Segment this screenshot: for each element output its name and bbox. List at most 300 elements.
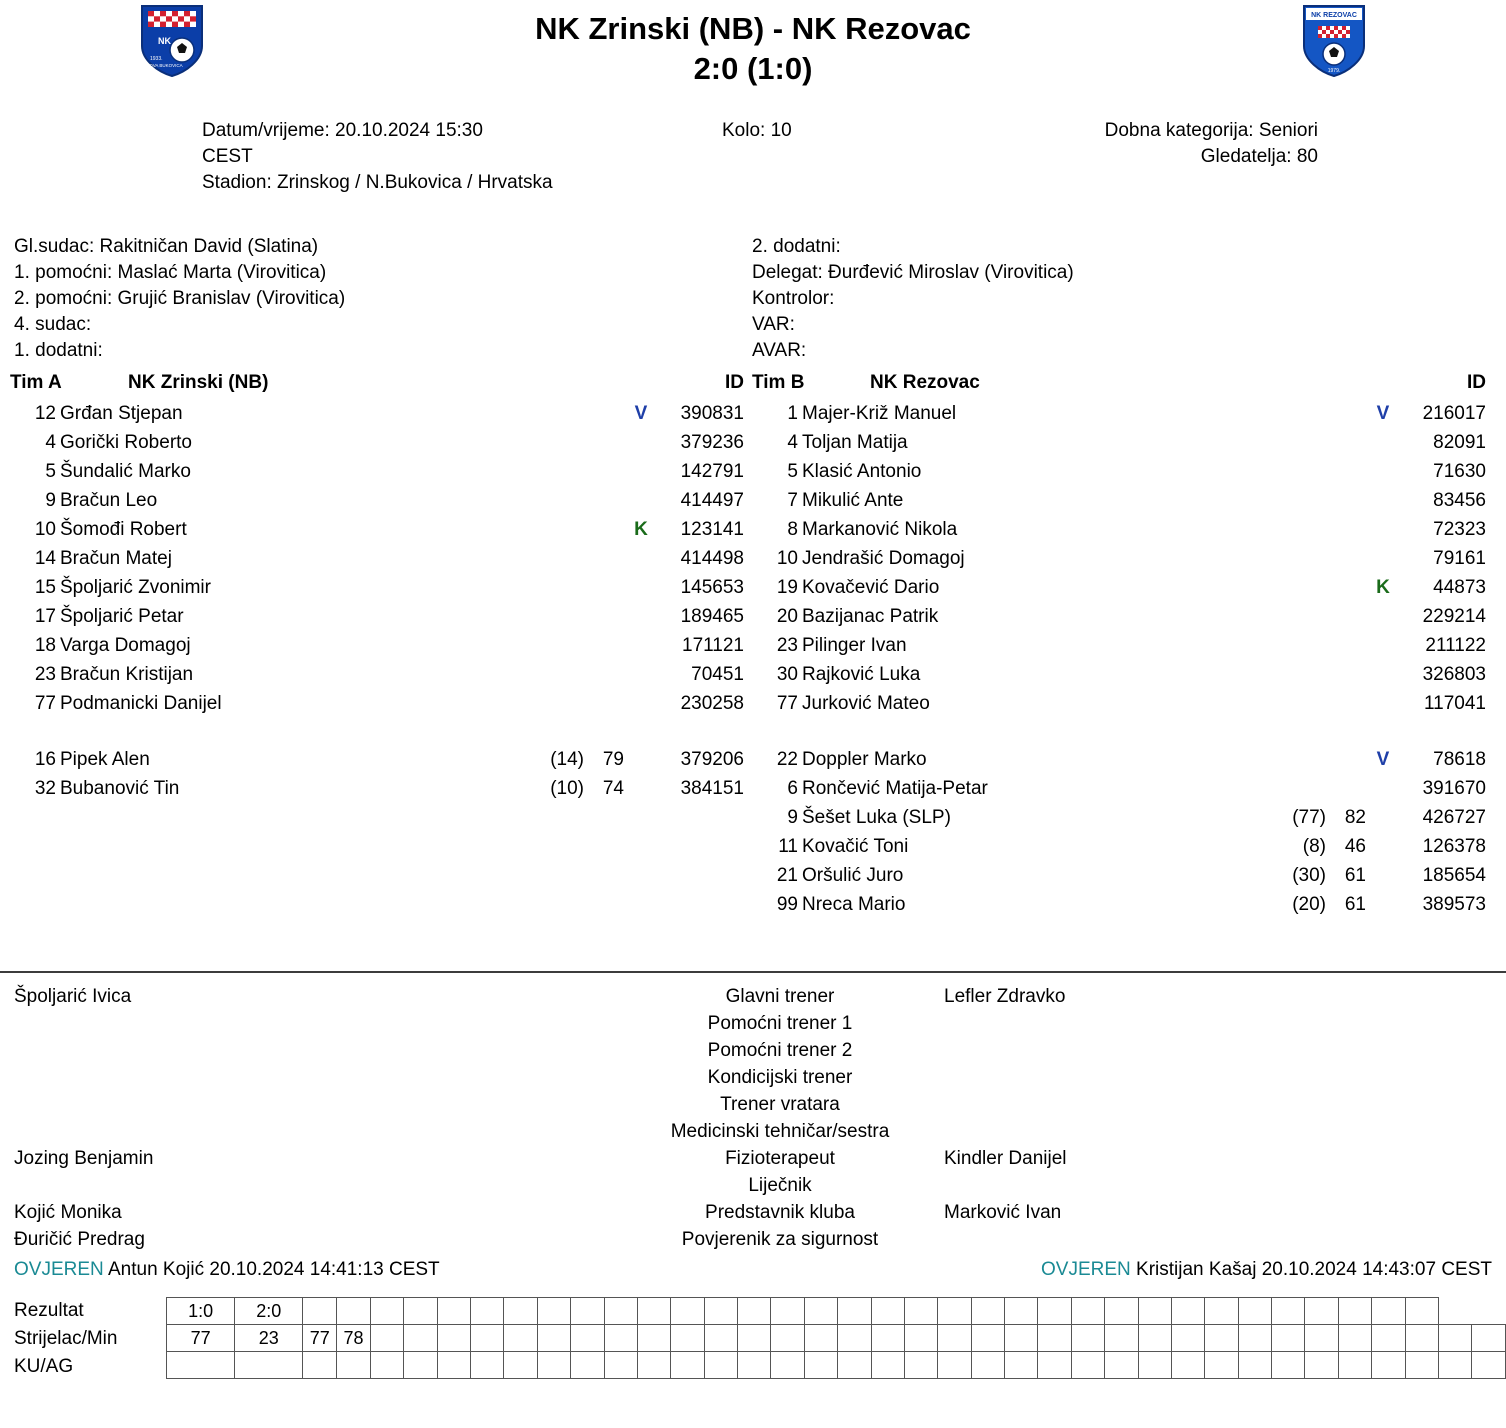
player-id: 379236 bbox=[680, 432, 744, 453]
player-id: 185654 bbox=[1422, 865, 1486, 886]
player-id: 189465 bbox=[680, 606, 744, 627]
player-row bbox=[752, 515, 1486, 544]
player-id: 72323 bbox=[1433, 519, 1486, 540]
scorer-cell bbox=[504, 1325, 537, 1352]
player-row bbox=[10, 573, 744, 602]
player-name: Šundalić Marko bbox=[60, 461, 191, 482]
team-b-substitutes bbox=[752, 745, 1486, 919]
staff-away-name: Lefler Zdravko bbox=[944, 986, 1066, 1007]
result-cell-empty bbox=[1238, 1298, 1271, 1325]
ku-ag-cell bbox=[167, 1352, 235, 1379]
player-id: 79161 bbox=[1433, 548, 1486, 569]
player-sub-minute: 61 bbox=[1344, 894, 1366, 915]
result-row bbox=[167, 1298, 1506, 1325]
staff-role-label: Liječnik bbox=[748, 1175, 812, 1196]
ku-ag-cell bbox=[1405, 1352, 1438, 1379]
ku-ag-cell bbox=[1238, 1352, 1271, 1379]
player-name: Mikulić Ante bbox=[802, 490, 904, 511]
ku-ag-cell bbox=[404, 1352, 437, 1379]
result-cell-empty bbox=[303, 1298, 337, 1325]
player-name: Pipek Alen bbox=[60, 749, 150, 770]
player-id: 414497 bbox=[680, 490, 744, 511]
player-id: 145653 bbox=[680, 577, 744, 598]
player-id: 229214 bbox=[1422, 606, 1486, 627]
player-id: 82091 bbox=[1433, 432, 1486, 453]
referee-fourth: 4. sudac: bbox=[14, 314, 92, 335]
staff-role-label: Fizioterapeut bbox=[725, 1148, 835, 1169]
player-name: Oršulić Juro bbox=[802, 865, 904, 886]
staff-row bbox=[0, 1199, 1506, 1226]
ku-ag-cell bbox=[1005, 1352, 1038, 1379]
staff-role-label: Povjerenik za sigurnost bbox=[681, 1229, 879, 1250]
player-number: 30 bbox=[776, 664, 798, 685]
player-number: 77 bbox=[776, 693, 798, 714]
ku-ag-cell bbox=[337, 1352, 371, 1379]
player-row bbox=[752, 573, 1486, 602]
staff-rows bbox=[0, 983, 1506, 1253]
team-a-starters bbox=[10, 399, 744, 718]
ku-ag-cell bbox=[604, 1352, 637, 1379]
staff-row bbox=[0, 983, 1506, 1010]
ku-ag-cell bbox=[1138, 1352, 1171, 1379]
label-ku-ag: KU/AG bbox=[14, 1356, 74, 1377]
ku-ag-cell bbox=[1171, 1352, 1204, 1379]
svg-text:NK: NK bbox=[158, 36, 171, 46]
player-id: 379206 bbox=[680, 749, 744, 770]
ku-ag-cell bbox=[504, 1352, 537, 1379]
team-a-header bbox=[10, 372, 744, 399]
player-row bbox=[752, 803, 1486, 832]
player-row bbox=[752, 544, 1486, 573]
scorer-cell bbox=[1338, 1325, 1371, 1352]
player-sub-minute: 46 bbox=[1344, 836, 1366, 857]
match-title: NK Zrinski (NB) - NK Rezovac bbox=[535, 11, 971, 46]
match-stadium: Stadion: Zrinskog / N.Bukovica / Hrvatska bbox=[202, 172, 553, 193]
player-name: Pilinger Ivan bbox=[802, 635, 907, 656]
result-cell-empty bbox=[1171, 1298, 1204, 1325]
staff-row bbox=[0, 1037, 1506, 1064]
ku-ag-cell bbox=[537, 1352, 570, 1379]
ku-ag-cell bbox=[871, 1352, 904, 1379]
ku-ag-cell bbox=[671, 1352, 704, 1379]
var-official: VAR: bbox=[752, 314, 795, 335]
team-b-id-header: ID bbox=[1467, 372, 1486, 393]
player-row bbox=[752, 428, 1486, 457]
ku-ag-cell bbox=[704, 1352, 737, 1379]
staff-role-label: Predstavnik kluba bbox=[705, 1202, 855, 1223]
staff-role-label: Medicinski tehničar/sestra bbox=[670, 1121, 890, 1142]
player-name: Špoljarić Zvonimir bbox=[60, 577, 211, 598]
ku-ag-cell bbox=[1071, 1352, 1104, 1379]
ku-ag-cell bbox=[437, 1352, 470, 1379]
scorer-cell bbox=[671, 1325, 704, 1352]
team-b-column bbox=[752, 372, 1486, 919]
result-cell-empty bbox=[637, 1298, 670, 1325]
player-id: 391670 bbox=[1422, 778, 1486, 799]
svg-text:NOVA BUKOVICA: NOVA BUKOVICA bbox=[146, 63, 183, 68]
ku-ag-cell bbox=[1038, 1352, 1071, 1379]
player-role-mark: V bbox=[1376, 749, 1390, 770]
staff-row bbox=[0, 1118, 1506, 1145]
player-id: 171121 bbox=[682, 635, 744, 656]
scorer-cell bbox=[1438, 1325, 1471, 1352]
scorer-cell bbox=[871, 1325, 904, 1352]
player-name: Bubanović Tin bbox=[60, 778, 180, 799]
player-row bbox=[752, 689, 1486, 718]
away-team-crest bbox=[1296, 2, 1372, 78]
team-b-name: NK Rezovac bbox=[870, 372, 980, 393]
staff-home-name bbox=[0, 1037, 664, 1064]
match-round: Kolo: 10 bbox=[722, 120, 792, 141]
player-row bbox=[10, 486, 744, 515]
scorer-cell bbox=[971, 1325, 1004, 1352]
player-row bbox=[752, 602, 1486, 631]
player-number: 17 bbox=[34, 606, 56, 627]
player-id: 70451 bbox=[691, 664, 744, 685]
staff-block bbox=[0, 971, 1506, 1253]
ku-ag-cell bbox=[1338, 1352, 1371, 1379]
staff-away-name bbox=[896, 1118, 1506, 1145]
staff-away-name bbox=[896, 1091, 1506, 1118]
result-cell-empty bbox=[537, 1298, 570, 1325]
scorer-cell bbox=[1472, 1325, 1506, 1352]
label-rezultat: Rezultat bbox=[14, 1300, 84, 1321]
result-cell-empty bbox=[771, 1298, 804, 1325]
scorer-cell bbox=[1071, 1325, 1104, 1352]
staff-row bbox=[0, 1172, 1506, 1199]
player-name: Jurković Mateo bbox=[802, 693, 930, 714]
scorer-cell bbox=[771, 1325, 804, 1352]
result-grid-labels bbox=[14, 1297, 164, 1381]
result-cell-empty bbox=[1305, 1298, 1338, 1325]
player-id: 44873 bbox=[1433, 577, 1486, 598]
staff-home-name: Đuričić Predrag bbox=[14, 1229, 145, 1250]
scorer-cell bbox=[637, 1325, 670, 1352]
player-row bbox=[752, 861, 1486, 890]
player-sub-minute: 79 bbox=[602, 749, 624, 770]
staff-home-name bbox=[0, 1091, 664, 1118]
result-cell-empty bbox=[904, 1298, 937, 1325]
ku-ag-cell bbox=[370, 1352, 403, 1379]
ku-ag-cell bbox=[938, 1352, 971, 1379]
player-number: 16 bbox=[34, 749, 56, 770]
team-b-starters bbox=[752, 399, 1486, 718]
player-role-mark: K bbox=[634, 519, 648, 540]
scorer-cell bbox=[938, 1325, 971, 1352]
result-cell: 1:0 bbox=[167, 1298, 235, 1325]
scorer-cell bbox=[738, 1325, 771, 1352]
staff-row bbox=[0, 1010, 1506, 1037]
player-name: Toljan Matija bbox=[802, 432, 908, 453]
player-row bbox=[752, 399, 1486, 428]
player-id: 71630 bbox=[1433, 461, 1486, 482]
player-row bbox=[752, 486, 1486, 515]
teams-block bbox=[0, 372, 1506, 957]
player-name: Doppler Marko bbox=[802, 749, 927, 770]
result-cell-empty bbox=[604, 1298, 637, 1325]
team-a-label: Tim A bbox=[10, 372, 62, 393]
player-number: 4 bbox=[45, 432, 56, 453]
verification-home-text: Antun Kojić 20.10.2024 14:41:13 CEST bbox=[107, 1259, 440, 1280]
player-row bbox=[10, 399, 744, 428]
scorer-cell bbox=[571, 1325, 604, 1352]
player-name: Gorički Roberto bbox=[60, 432, 192, 453]
ku-ag-cell bbox=[771, 1352, 804, 1379]
team-a-substitutes bbox=[10, 745, 744, 803]
match-score: 2:0 (1:0) bbox=[693, 51, 813, 86]
player-name: Jendrašić Domagoj bbox=[802, 548, 965, 569]
player-number: 5 bbox=[787, 461, 798, 482]
ku-ag-cell bbox=[1372, 1352, 1405, 1379]
label-strijelac: Strijelac/Min bbox=[14, 1328, 118, 1349]
result-cell-empty bbox=[1105, 1298, 1138, 1325]
svg-text:1979.: 1979. bbox=[1327, 68, 1341, 74]
result-cell-empty bbox=[671, 1298, 704, 1325]
player-row bbox=[10, 457, 744, 486]
player-id: 216017 bbox=[1422, 403, 1486, 424]
staff-home-name: Kojić Monika bbox=[14, 1202, 122, 1223]
player-id: 83456 bbox=[1433, 490, 1486, 511]
player-number: 21 bbox=[776, 865, 798, 886]
scorer-cell bbox=[804, 1325, 837, 1352]
scorer-cell: 78 bbox=[337, 1325, 371, 1352]
ku-ag-cell bbox=[804, 1352, 837, 1379]
player-name: Klasić Antonio bbox=[802, 461, 922, 482]
home-team-crest bbox=[134, 2, 210, 78]
player-id: 384151 bbox=[680, 778, 744, 799]
player-number: 6 bbox=[787, 778, 798, 799]
match-datetime: Datum/vrijeme: 20.10.2024 15:30 bbox=[202, 120, 483, 141]
player-id: 230258 bbox=[680, 693, 744, 714]
match-spectators: Gledatelja: 80 bbox=[1200, 146, 1318, 167]
result-cell-empty bbox=[938, 1298, 971, 1325]
ku-ag-cell bbox=[1272, 1352, 1305, 1379]
player-number: 10 bbox=[776, 548, 798, 569]
scorer-cell bbox=[1171, 1325, 1204, 1352]
scorer-cell bbox=[838, 1325, 871, 1352]
result-cell-empty bbox=[871, 1298, 904, 1325]
result-cell-empty bbox=[1038, 1298, 1071, 1325]
ku-ag-cell bbox=[571, 1352, 604, 1379]
player-row bbox=[10, 745, 744, 774]
player-row bbox=[752, 832, 1486, 861]
verification-away-status: OVJEREN bbox=[1041, 1259, 1131, 1280]
result-cell-empty bbox=[804, 1298, 837, 1325]
scorer-cell bbox=[437, 1325, 470, 1352]
officials-block bbox=[0, 234, 1506, 366]
referee-additional-1: 1. dodatni: bbox=[14, 340, 103, 361]
player-role-mark: V bbox=[1376, 403, 1390, 424]
player-number: 12 bbox=[34, 403, 56, 424]
staff-away-name bbox=[896, 1064, 1506, 1091]
referee-additional-2: 2. dodatni: bbox=[752, 236, 841, 257]
scorer-cell bbox=[1305, 1325, 1338, 1352]
result-grid-table bbox=[166, 1297, 1506, 1379]
staff-home-name bbox=[0, 1118, 664, 1145]
player-id: 126378 bbox=[1422, 836, 1486, 857]
result-grid-block bbox=[0, 1297, 1506, 1379]
player-id: 326803 bbox=[1422, 664, 1486, 685]
player-name: Nreca Mario bbox=[802, 894, 906, 915]
result-cell-empty bbox=[1338, 1298, 1371, 1325]
team-b-header bbox=[752, 372, 1486, 399]
player-row bbox=[10, 515, 744, 544]
scorer-cell bbox=[537, 1325, 570, 1352]
player-sub-minute: 74 bbox=[602, 778, 624, 799]
player-id: 414498 bbox=[680, 548, 744, 569]
player-id: 123141 bbox=[680, 519, 744, 540]
scorer-cell: 77 bbox=[167, 1325, 235, 1352]
player-number: 11 bbox=[778, 836, 798, 857]
result-cell-empty bbox=[404, 1298, 437, 1325]
ku-ag-cell bbox=[738, 1352, 771, 1379]
player-number: 99 bbox=[776, 894, 798, 915]
staff-away-name bbox=[896, 1037, 1506, 1064]
ku-ag-cell bbox=[471, 1352, 504, 1379]
staff-home-name: Špoljarić Ivica bbox=[14, 986, 132, 1007]
player-number: 10 bbox=[34, 519, 56, 540]
report-header bbox=[0, 0, 1506, 100]
scorer-cell: 77 bbox=[303, 1325, 337, 1352]
officials-right-column bbox=[752, 234, 1074, 364]
player-number: 14 bbox=[34, 548, 56, 569]
player-id: 426727 bbox=[1422, 807, 1486, 828]
scorer-cell bbox=[904, 1325, 937, 1352]
player-number: 19 bbox=[776, 577, 798, 598]
ku-ag-cell bbox=[303, 1352, 337, 1379]
result-cell-empty bbox=[337, 1298, 371, 1325]
player-name: Bračun Leo bbox=[60, 490, 158, 511]
player-number: 32 bbox=[34, 778, 56, 799]
staff-row bbox=[0, 1145, 1506, 1172]
player-id: 78618 bbox=[1433, 749, 1486, 770]
scorer-cell bbox=[1272, 1325, 1305, 1352]
verification-home-status: OVJEREN bbox=[14, 1259, 104, 1280]
player-name: Rončević Matija-Petar bbox=[802, 778, 988, 799]
result-cell-empty bbox=[1372, 1298, 1405, 1325]
player-row bbox=[752, 457, 1486, 486]
player-number: 15 bbox=[34, 577, 56, 598]
player-role-mark: V bbox=[634, 403, 648, 424]
staff-row bbox=[0, 1064, 1506, 1091]
staff-away-name: Marković Ivan bbox=[944, 1202, 1062, 1223]
staff-away-name bbox=[896, 1226, 1506, 1253]
scorer-cell bbox=[471, 1325, 504, 1352]
result-cell-empty bbox=[1405, 1298, 1438, 1325]
result-cell-empty bbox=[704, 1298, 737, 1325]
verification-away bbox=[1041, 1259, 1492, 1281]
player-name: Šomođi Robert bbox=[60, 519, 187, 540]
player-number: 23 bbox=[776, 635, 798, 656]
player-row bbox=[752, 745, 1486, 774]
player-name: Varga Domagoj bbox=[60, 635, 191, 656]
player-row bbox=[10, 774, 744, 803]
team-b-spacer bbox=[752, 718, 1486, 745]
player-sub-minute: 61 bbox=[1344, 865, 1366, 886]
team-a-name: NK Zrinski (NB) bbox=[128, 372, 269, 393]
verification-home bbox=[14, 1259, 440, 1281]
scorer-cell bbox=[704, 1325, 737, 1352]
delegate: Delegat: Đurđević Miroslav (Virovitica) bbox=[752, 262, 1074, 283]
player-id: 117041 bbox=[1424, 693, 1486, 714]
player-row bbox=[10, 544, 744, 573]
staff-home-name bbox=[0, 1010, 664, 1037]
ku-ag-cell bbox=[1305, 1352, 1338, 1379]
player-number: 1 bbox=[787, 403, 798, 424]
player-name: Podmanicki Danijel bbox=[60, 693, 222, 714]
staff-home-name bbox=[0, 1064, 664, 1091]
player-sub-for: (8) bbox=[1302, 836, 1326, 857]
staff-role-label: Kondicijski trener bbox=[707, 1067, 853, 1088]
ku-ag-cell bbox=[838, 1352, 871, 1379]
scorer-row bbox=[167, 1325, 1506, 1352]
player-id: 390831 bbox=[680, 403, 744, 424]
player-row bbox=[10, 689, 744, 718]
ku-ag-cell bbox=[637, 1352, 670, 1379]
result-cell-empty bbox=[971, 1298, 1004, 1325]
result-cell-empty bbox=[437, 1298, 470, 1325]
team-b-label: Tim B bbox=[752, 372, 805, 393]
team-a-column bbox=[10, 372, 744, 803]
result-cell-empty bbox=[571, 1298, 604, 1325]
player-name: Bračun Kristijan bbox=[60, 664, 194, 685]
match-category: Dobna kategorija: Seniori bbox=[1104, 120, 1318, 141]
player-row bbox=[10, 602, 744, 631]
result-cell-empty bbox=[1272, 1298, 1305, 1325]
player-number: 23 bbox=[34, 664, 56, 685]
scorer-cell bbox=[1005, 1325, 1038, 1352]
staff-away-name bbox=[896, 1172, 1506, 1199]
staff-home-name: Jozing Benjamin bbox=[14, 1148, 154, 1169]
result-cell: 2:0 bbox=[235, 1298, 303, 1325]
referee-assistant-2: 2. pomoćni: Grujić Branislav (Virovitica) bbox=[14, 288, 346, 309]
result-cell-empty bbox=[471, 1298, 504, 1325]
player-name: Kovačević Dario bbox=[802, 577, 940, 598]
scorer-cell: 23 bbox=[235, 1325, 303, 1352]
scorer-cell bbox=[1238, 1325, 1271, 1352]
player-name: Kovačić Toni bbox=[802, 836, 909, 857]
player-row bbox=[10, 631, 744, 660]
player-sub-for: (10) bbox=[550, 778, 584, 799]
result-cell-empty bbox=[1005, 1298, 1038, 1325]
player-name: Markanović Nikola bbox=[802, 519, 958, 540]
player-name: Rajković Luka bbox=[802, 664, 921, 685]
scorer-cell bbox=[1105, 1325, 1138, 1352]
result-cell-empty bbox=[370, 1298, 403, 1325]
staff-home-name bbox=[0, 1172, 664, 1199]
scorer-cell bbox=[370, 1325, 403, 1352]
team-a-id-header: ID bbox=[725, 372, 744, 393]
scorer-cell bbox=[1205, 1325, 1238, 1352]
ku-ag-cell bbox=[1438, 1352, 1471, 1379]
avar-official: AVAR: bbox=[752, 340, 807, 361]
player-sub-for: (14) bbox=[550, 749, 584, 770]
player-number: 7 bbox=[787, 490, 798, 511]
player-id: 142791 bbox=[680, 461, 744, 482]
result-cell-empty bbox=[838, 1298, 871, 1325]
player-number: 18 bbox=[34, 635, 56, 656]
scorer-cell bbox=[604, 1325, 637, 1352]
player-name: Špoljarić Petar bbox=[60, 606, 184, 627]
svg-text:1933.: 1933. bbox=[150, 56, 163, 62]
ku-ag-row bbox=[167, 1352, 1506, 1379]
player-sub-for: (77) bbox=[1292, 807, 1326, 828]
controller: Kontrolor: bbox=[752, 288, 835, 309]
player-name: Bazijanac Patrik bbox=[802, 606, 939, 627]
scorer-cell bbox=[1038, 1325, 1071, 1352]
player-row bbox=[752, 890, 1486, 919]
scorer-cell bbox=[1405, 1325, 1438, 1352]
